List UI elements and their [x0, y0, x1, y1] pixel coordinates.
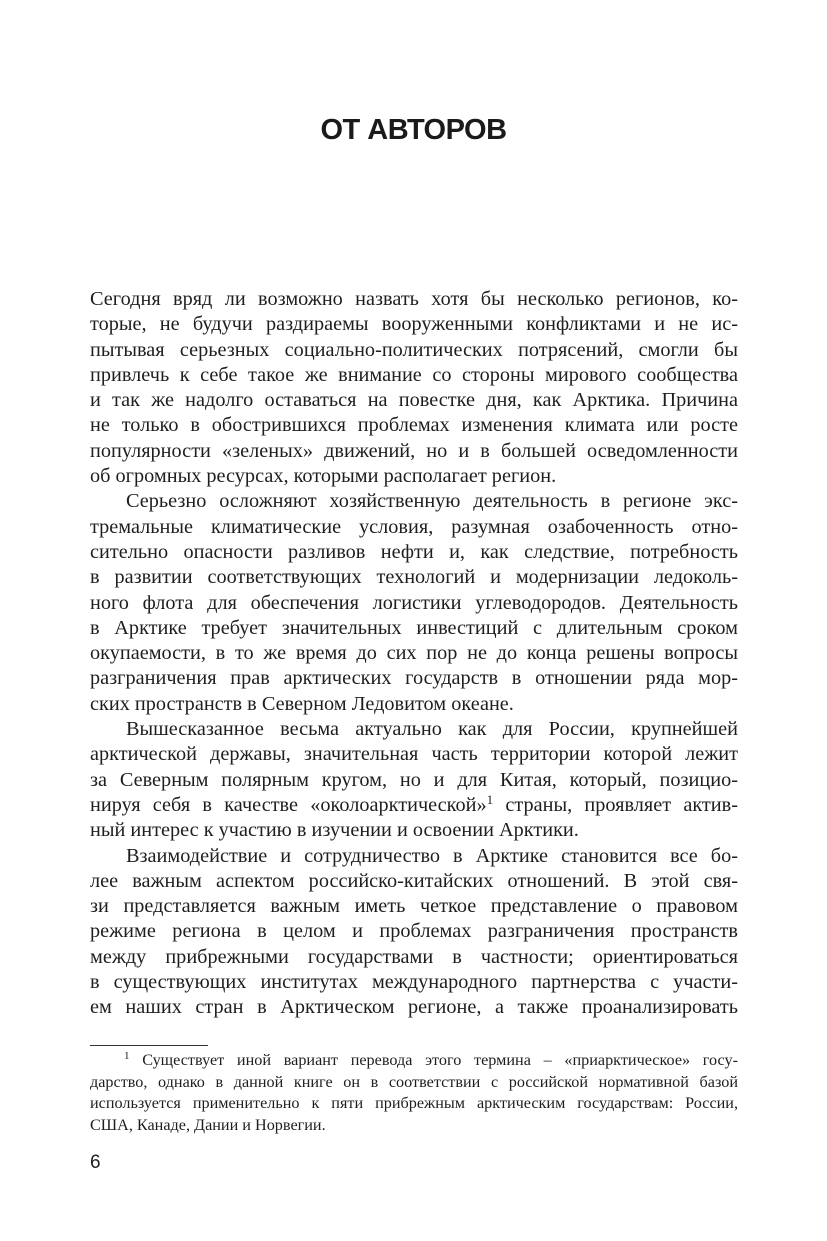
- chapter-title: ОТ АВТОРОВ: [320, 114, 507, 146]
- footnote-line: США, Канаде, Дании и Норвегии.: [90, 1115, 326, 1134]
- text-line: об огромных ресурсах, которыми располагает регион.: [90, 465, 557, 488]
- footnote-text: Существует иной вариант перевода этого термина – «приарктическое» госу-: [129, 1051, 738, 1069]
- text-line: торые, не будучи раздираемы вооруженными конфликтами и не ис-: [90, 313, 738, 336]
- text-line: зи представляется важным иметь четкое представление о правовом: [90, 895, 738, 918]
- text-line: ских пространств в Северном Ледовитом океане.: [90, 692, 514, 715]
- text-fragment: страны, проявляет актив-: [493, 793, 738, 816]
- text-line: в развитии соответствующих технологий и модернизации ледоколь-: [90, 566, 738, 589]
- text-line: популярности «зеленых» движений, но и в большей осведомленности: [90, 439, 738, 462]
- text-line: за Северным полярным кругом, но и для Китая, который, позициo-: [90, 768, 738, 791]
- text-line: в Арктике требует значительных инвестиций с длительным сроком: [90, 616, 738, 639]
- text-line: ем наших стран в Арктическом регионе, а также проанализировать: [90, 996, 738, 1019]
- page-number: 6: [90, 1152, 101, 1173]
- text-line: Взаимодействие и сотрудничество в Арктике становится все бо-: [126, 844, 738, 867]
- text-line: сительно опасности разливов нефти и, как следствие, потребность: [90, 540, 738, 563]
- footnote-line: дарство, однако в данной книге он в соответствии с российской нормативной базой: [90, 1072, 738, 1091]
- text-line: Серьезно осложняют хозяйственную деятельность в регионе экс-: [126, 490, 738, 513]
- text-line: пытывая серьезных социально-политических потрясений, смогли бы: [90, 338, 738, 361]
- text-line: в существующих институтах международного партнерства с участи-: [90, 971, 738, 994]
- text-line: лее важным аспектом российско-китайских отношений. В этой свя-: [90, 869, 738, 892]
- text-fragment: нируя себя в качестве «околоарктической»: [90, 793, 487, 816]
- text-line: между прибрежными государствами в частности; ориентироваться: [90, 945, 738, 968]
- footnote-marker: 1: [124, 1050, 130, 1062]
- footnote-reference[interactable]: 1: [486, 791, 494, 807]
- footnote: [90, 1050, 738, 1136]
- text-line: тремальные климатические условия, разумная озабоченность отно-: [90, 515, 738, 538]
- text-line: арктической державы, значительная часть территории которой лежит: [90, 743, 738, 766]
- text-line-with-footnote: [90, 793, 738, 818]
- body-text: [90, 287, 738, 1021]
- text-line: ного флота для обеспечения логистики углеводородов. Деятельность: [90, 591, 738, 614]
- text-line: и так же надолго оставаться на повестке дня, как Арктика. Причина: [90, 389, 738, 412]
- text-line: Сегодня вряд ли возможно назвать хотя бы несколько регионов, ко-: [90, 288, 738, 310]
- footnote-divider: [90, 1045, 208, 1046]
- text-line: ный интерес к участию в изучении и освоении Арктики.: [90, 819, 579, 842]
- text-line: привлечь к себе такое же внимание со стороны мирового сообщества: [90, 363, 738, 386]
- footnote-line: используется применительно к пяти прибрежным арктическим государствам: России,: [90, 1094, 738, 1112]
- text-line: не только в обострившихся проблемах изменения климата или росте: [90, 414, 738, 437]
- text-line: окупаемости, в то же время до сих пор не до конца решены вопросы: [90, 642, 738, 665]
- text-line: Вышесказанное весьма актуально как для России, крупнейшей: [126, 718, 738, 741]
- text-line: разграничения прав арктических государств в отношении ряда мор-: [90, 667, 738, 690]
- text-line: режиме региона в целом и проблемах разграничения пространств: [90, 920, 738, 943]
- footnote-line: [90, 1050, 738, 1072]
